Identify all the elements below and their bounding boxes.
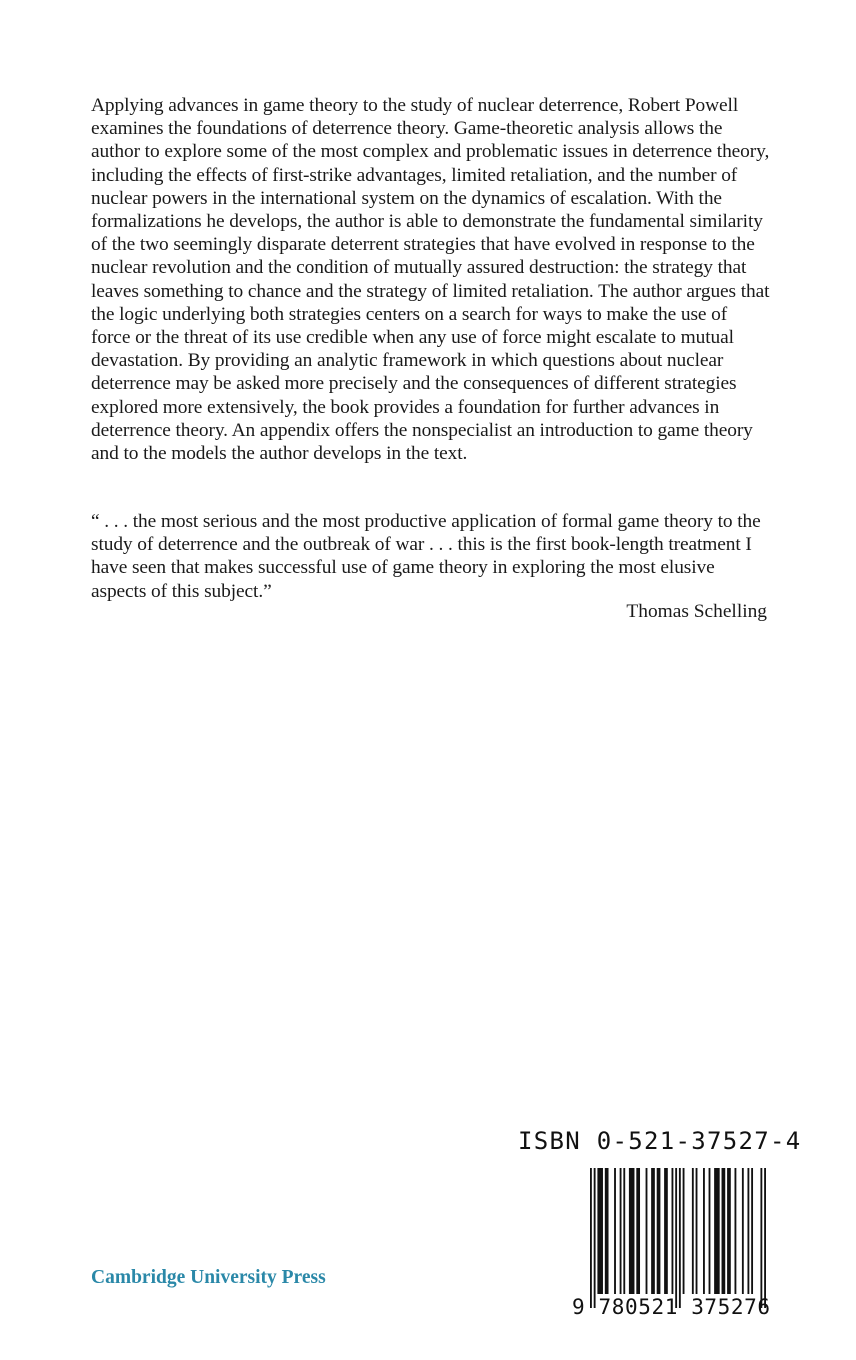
barcode-bar — [735, 1168, 737, 1294]
barcode-bar — [727, 1168, 731, 1294]
barcode-bar — [696, 1168, 698, 1294]
barcode-bar — [664, 1168, 668, 1294]
barcode-bar — [709, 1168, 711, 1294]
barcode-bar — [623, 1168, 625, 1294]
barcode-bar — [714, 1168, 720, 1294]
barcode-bar — [657, 1168, 661, 1294]
barcode-bar — [747, 1168, 749, 1294]
barcode-bar — [605, 1168, 609, 1294]
barcode-bar — [672, 1168, 674, 1294]
publisher-name: Cambridge University Press — [91, 1267, 326, 1288]
barcode-bar — [651, 1168, 655, 1294]
barcode-guard-bar — [760, 1168, 762, 1308]
barcode-bar — [692, 1168, 694, 1294]
barcode-guard-bar — [679, 1168, 681, 1308]
barcode-guard-bar — [675, 1168, 677, 1308]
endorsement-quote: “ . . . the most serious and the most productive application of formal game theory to the study of deterrence and the outbreak of war . . . this is the first book-length treatment I have seen that makes successful use of game theory in exploring the most elusive aspects of this subject.” — [91, 511, 761, 602]
barcode-bar — [629, 1168, 635, 1294]
barcode-bar — [620, 1168, 622, 1294]
barcode-bar — [597, 1168, 603, 1294]
isbn-label: ISBN 0-521-37527-4 — [518, 1127, 802, 1155]
barcode-guard-bar — [594, 1168, 596, 1308]
barcode-bar — [742, 1168, 744, 1294]
barcode-bar — [636, 1168, 640, 1294]
barcode-bar — [646, 1168, 648, 1294]
barcode-bar — [751, 1168, 753, 1294]
barcode-bar — [614, 1168, 616, 1294]
barcode-bar — [722, 1168, 726, 1294]
barcode-bar — [703, 1168, 705, 1294]
barcode-bar — [683, 1168, 685, 1294]
barcode-guard-bar — [590, 1168, 592, 1308]
quote-attribution: Thomas Schelling — [626, 601, 767, 622]
barcode-guard-bar — [764, 1168, 766, 1308]
barcode-digits: 9 780521 375276 — [572, 1295, 771, 1319]
book-description: Applying advances in game theory to the study of nuclear deterrence, Robert Powell examines the foundations of deterrence theory. Game-theoretic analysis allows the author to explore some of the most complex and problematic issues in deterrence theory, including the effects of first-strike advantages, limited retaliation, and the number of nuclear powers in the international system on the dynamics of escalation. With the formalizations he develops, the author is able to demonstrate the fundamental similarity of the two seemingly disparate deterrent strategies that have evolved in response to the nuclear revolution and the condition of mutually assured destruction: the strategy that leaves something to chance and the strategy of limited retaliation. The author argues that the logic underlying both strategies centers on a search for ways to make the use of force or the threat of its use credible when any use of force might escalate to mutual devastation. By providing an analytic framework in which questions about nuclear deterrence may be asked more precisely and the consequences of different strategies explored more extensively, the book provides a foundation for further advances in deterrence theory. An appendix offers the nonspecialist an introduction to game theory and to the models the author develops in the text. — [91, 95, 770, 465]
